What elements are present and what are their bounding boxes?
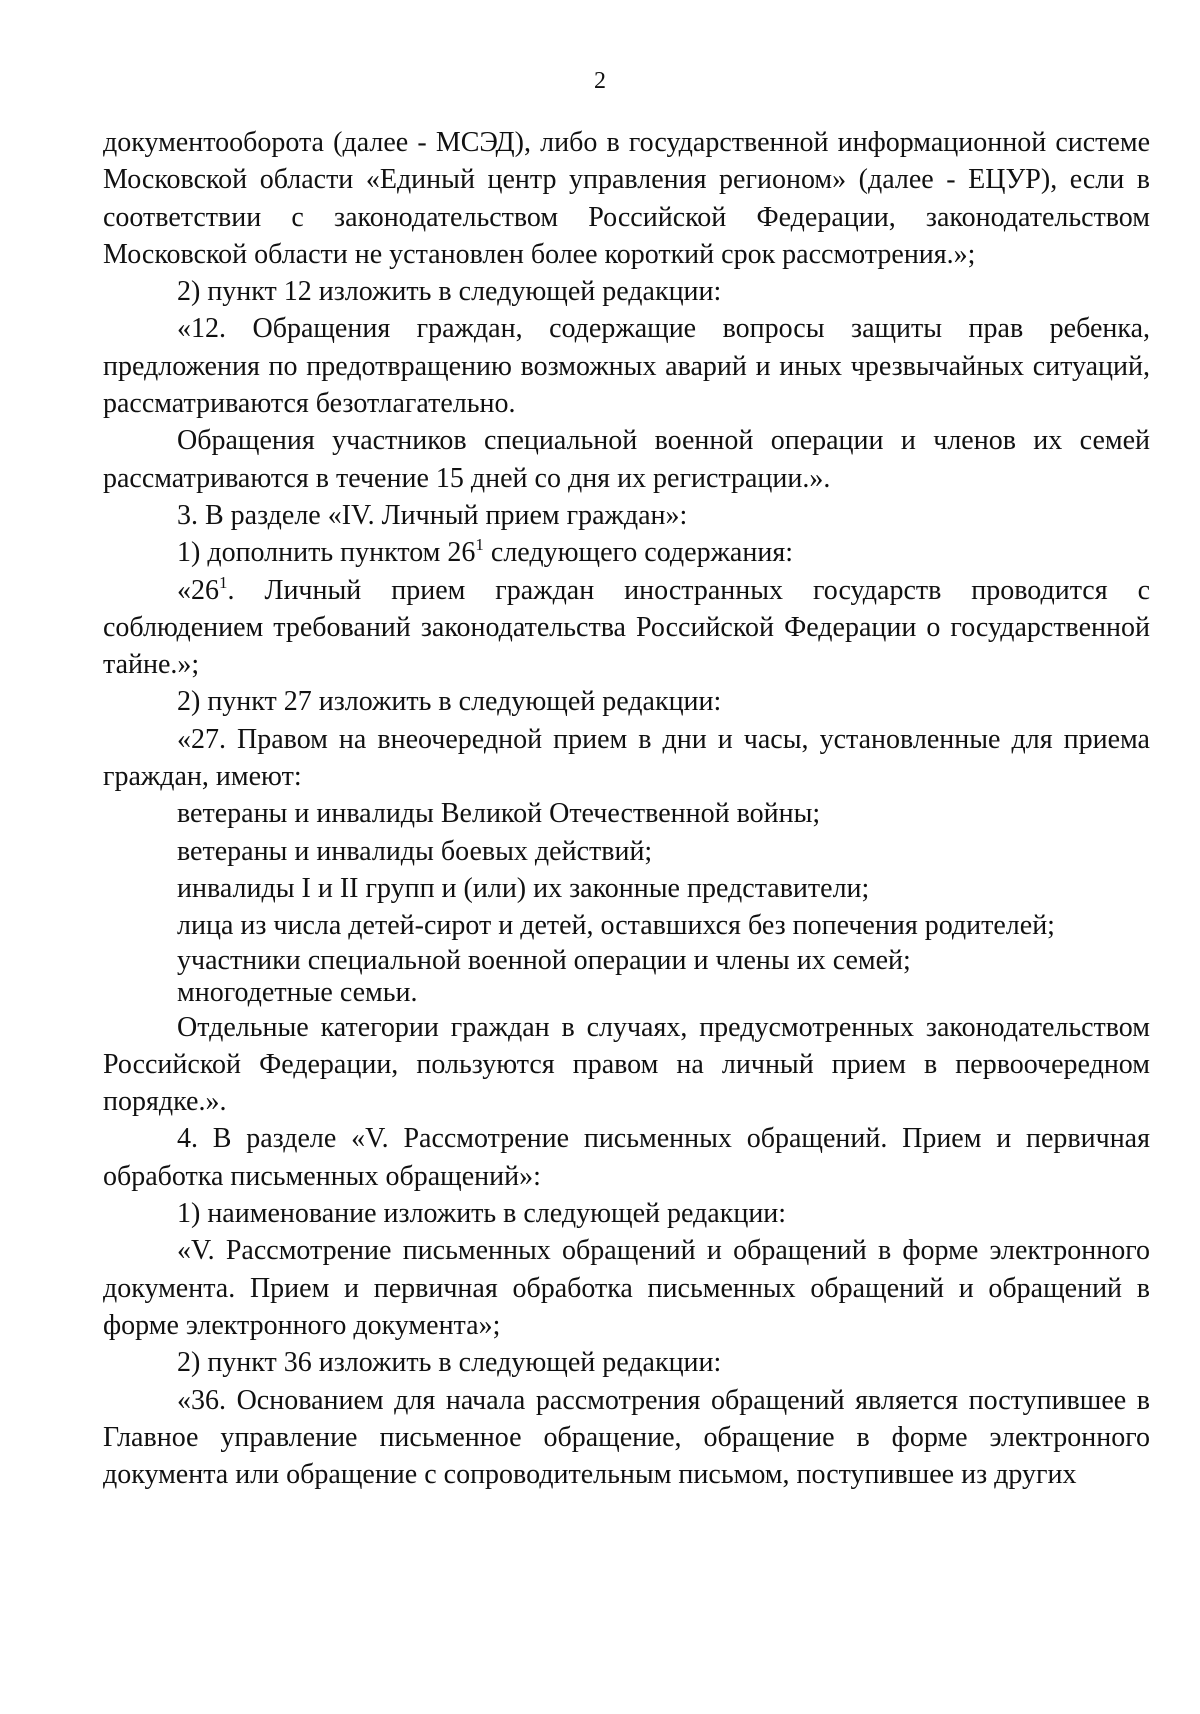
- paragraph-item-36-heading: 2) пункт 36 изложить в следующей редакции:: [177, 1347, 722, 1379]
- list-item: инвалиды I и II групп и (или) их законные представители;: [177, 872, 870, 904]
- list-item: многодетные семьи.: [177, 976, 418, 1008]
- list-item: лица из числа детей-сирот и детей, оставшихся без попечения родителей;: [177, 910, 1055, 942]
- paragraph-item-12-heading: 2) пункт 12 изложить в следующей редакции:: [177, 276, 722, 308]
- list-item: ветераны и инвалиды боевых действий;: [177, 835, 653, 867]
- paragraph-continuation: документооборота (далее - МСЭД), либо в государственной информационной системе Московской области «Единый центр управления регионом» (далее - ЕЦУР), если в соответствии с законодательством Российской Федерации, законодательством Московской области не установлен более короткий срок рассмотрения.»;: [103, 127, 1150, 270]
- superscript: 1: [475, 535, 484, 555]
- document-body: [103, 124, 1150, 1493]
- paragraph-item-12: «12. Обращения граждан, содержащие вопросы защиты прав ребенка, предложения по предотвращению возможных аварий и иных чрезвычайных ситуаций, рассматриваются безотлагательно.: [103, 313, 1150, 420]
- text-fragment: . Личный прием граждан иностранных государств проводится с соблюдением требований законодательства Российской Федерации о государственной тайне.»;: [103, 574, 1150, 681]
- list-item: ветераны и инвалиды Великой Отечественной войны;: [177, 798, 821, 830]
- paragraph-separate-categories: Отдельные категории граждан в случаях, предусмотренных законодательством Российской Федерации, пользуются правом на личный прием в первоочередном порядке.».: [103, 1011, 1150, 1118]
- paragraph-item-26-1: [103, 572, 1150, 684]
- text-fragment: 1) дополнить пунктом 26: [177, 537, 476, 569]
- paragraph-section-v-name: «V. Рассмотрение письменных обращений и обращений в форме электронного документа. Прием и первичная обработка письменных обращений и обращений в форме электронного документа»;: [103, 1235, 1150, 1341]
- paragraph-item-27-heading: 2) пункт 27 изложить в следующей редакции:: [177, 686, 722, 718]
- superscript: 1: [219, 572, 228, 592]
- paragraph-section-iv: 3. В разделе «IV. Личный прием граждан»:: [177, 499, 688, 531]
- paragraph-svo-participants: Обращения участников специальной военной операции и членов их семей рассматриваются в течение 15 дней со дня их регистрации.».: [103, 425, 1150, 494]
- paragraph-section-v: 4. В разделе «V. Рассмотрение письменных обращений. Прием и первичная обработка письменных обращений»:: [103, 1123, 1150, 1192]
- text-fragment: «26: [177, 574, 219, 606]
- paragraph-item-27: «27. Правом на внеочередной прием в дни и часы, установленные для приема граждан, имеют:: [103, 723, 1150, 793]
- paragraph-section-v-name-heading: 1) наименование изложить в следующей редакции:: [177, 1198, 787, 1230]
- page-number: 2: [594, 68, 606, 94]
- paragraph-add-item-26-1: [103, 534, 1150, 571]
- text-fragment: следующего содержания:: [483, 537, 793, 569]
- list-item: участники специальной военной операции и члены их семей;: [177, 944, 911, 976]
- paragraph-item-36: «36. Основанием для начала рассмотрения обращений является поступившее в Главное управление письменное обращение, обращение в форме электронного документа или обращение с сопроводительным письмом, поступившее из других: [103, 1384, 1150, 1491]
